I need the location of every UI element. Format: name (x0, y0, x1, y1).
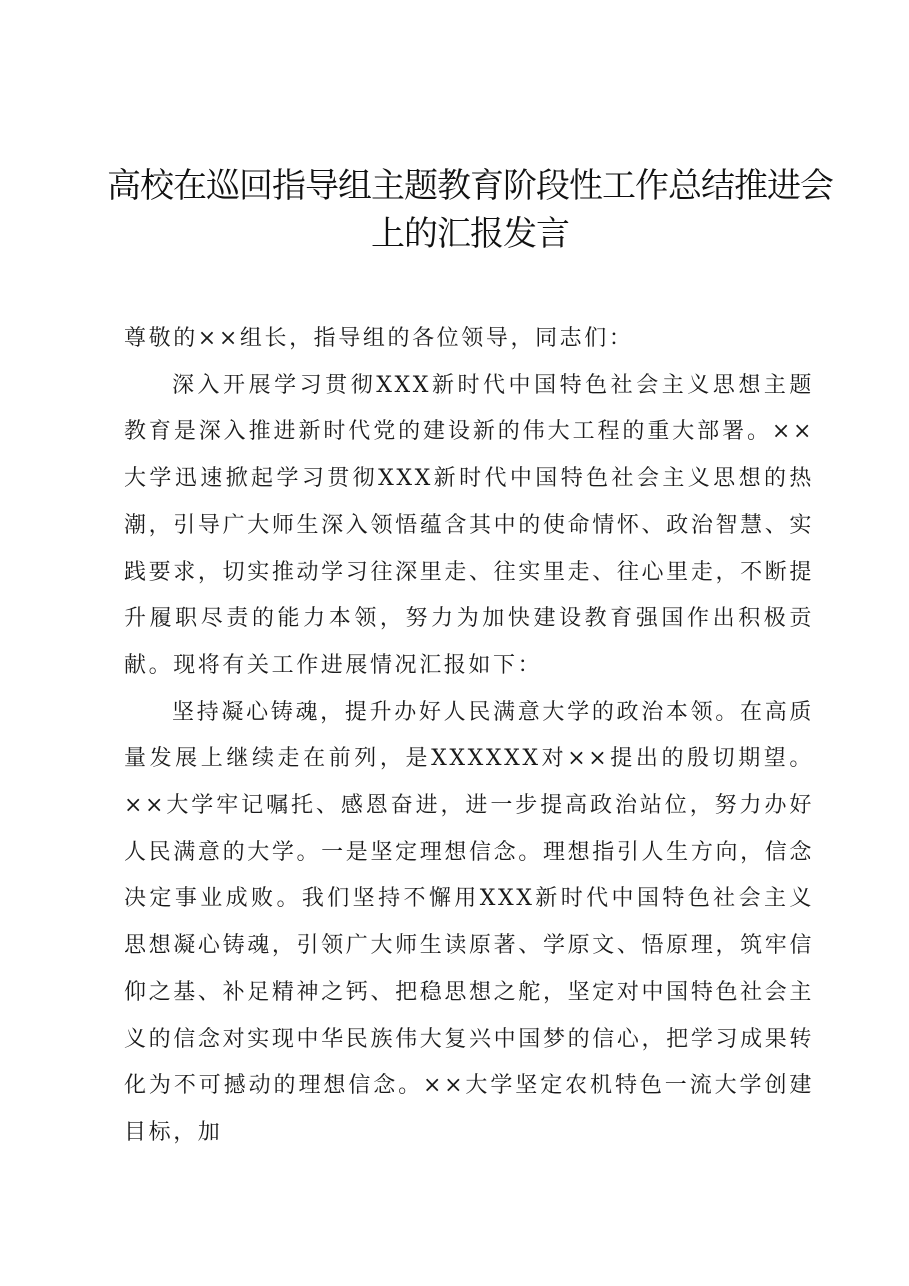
paragraph-intro: 深入开展学习贯彻XXX新时代中国特色社会主义思想主题教育是深入推进新时代党的建设新的伟大工程的重大部署。××大学迅速掀起学习贯彻XXX新时代中国特色社会主义思想的热潮，引导广大师生深入领悟蕴含其中的使命情怀、政治智慧、实践要求，切实推动学习往深里走、往实里走、往心里走，不断提升履职尽责的能力本领，努力为加快建设教育强国作出积极贡献。现将有关工作进展情况汇报如下： (124, 372, 814, 678)
salutation: 尊敬的××组长，指导组的各位领导，同志们： (124, 326, 634, 351)
paragraph-section-1: 坚持凝心铸魂，提升办好人民满意大学的政治本领。在高质量发展上继续走在前列，是XXXXXX对××提出的殷切期望。××大学牢记嘱托、感恩奋进，进一步提高政治站位，努力办好人民满意的大学。一是坚定理想信念。理想指引人生方向，信念决定事业成败。我们坚持不懈用XXX新时代中国特色社会主义思想凝心铸魂，引领广大师生读原著、学原文、悟原理，筑牢信仰之基、补足精神之钙、把稳思想之舵，坚定对中国特色社会主义的信念对实现中华民族伟大复兴中国梦的信心，把学习成果转化为不可撼动的理想信念。××大学坚定农机特色一流大学创建目标，加 (124, 699, 814, 1145)
document-title: 高校在巡回指导组主题教育阶段性工作总结推进会上的汇报发言 (107, 166, 833, 254)
document-body (124, 316, 814, 1157)
